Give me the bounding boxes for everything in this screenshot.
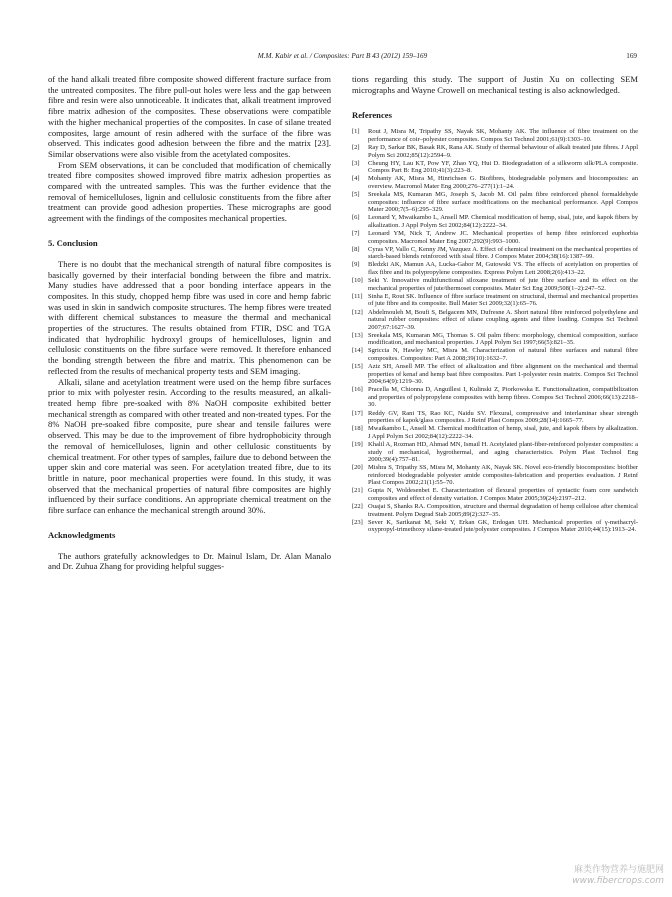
reference-number: [18] bbox=[352, 425, 363, 433]
reference-text: Sreekala MS, Kumaran MG, Thomas S. Oil palm fibers: morphology, chemical composition, surface modification, and mechanical properties. J Appl Polym Sci 1997;66(5):821–35. bbox=[368, 331, 638, 347]
reference-item bbox=[352, 487, 638, 502]
reference-item bbox=[352, 425, 638, 440]
reference-text: Mwaikambo L, Ansell M. Chemical modification of hemp, sisal, jute, and kapok fibers by alkalization. J Appl Polym Sci 2002;84(12):2222–34. bbox=[368, 425, 638, 440]
reference-number: [17] bbox=[352, 409, 363, 417]
reference-item bbox=[352, 128, 638, 143]
reference-number: [22] bbox=[352, 503, 363, 511]
reference-item bbox=[352, 261, 638, 276]
reference-text: Leonard Y, Mwaikambo L, Ansell MP. Chemical modification of hemp, sisal, jute, and kapok fibers by alkalization. J Appl Polym Sci 2002;84(12):2222–34. bbox=[368, 214, 638, 229]
reference-item bbox=[352, 160, 638, 175]
acknowledgments-continued: tions regarding this study. The support of Justin Xu on collecting SEM micrographs and Wayne Crowell on mechanical testing is also acknowledged. bbox=[352, 74, 638, 95]
reference-text: Leonard YM, Nick T, Andrew JC. Mechanical properties of hemp fibre reinforced euphorbia composites. Macromol Mater Eng 2007;292(9):993–1000. bbox=[368, 230, 638, 245]
reference-item bbox=[352, 175, 638, 190]
reference-item bbox=[352, 191, 638, 214]
reference-item bbox=[352, 503, 638, 518]
reference-text: Mohanty AK, Misra M, Hinrichsen G. Biofibres, biodegradable polymers and biocomposites: an overview. Macromol Mater Eng 2000;276–277(1):1–24. bbox=[368, 175, 638, 191]
reference-text: Khalil A, Rozman HD, Ahmad MN, Ismail H. Acetylated plant-fiber-reinforced polyester composites: a study of mechanical, hygrothermal, and aging characteristics. Polym Plast Technol Eng 2000;39(4):757–81. bbox=[368, 440, 638, 464]
reference-text: Pracella M, Chionna D, Anguillesi I, Kulinski Z, Piorkowska E. Functionalization, compatibilization and properties of polypropylene composites with hemp fibres. Compos Sci Technol 2006;66(13):2218–30. bbox=[368, 386, 638, 409]
page-number: 169 bbox=[626, 52, 637, 60]
running-title: M.M. Kabir et al. / Composites: Part B 43 (2012) 159–169 bbox=[257, 52, 428, 60]
left-column bbox=[48, 74, 331, 572]
reference-item bbox=[352, 441, 638, 464]
reference-text: Sever K, Sarikanat M, Seki Y, Erkan GK, Erdogan UH. Mechanical properties of γ-methacryl-oxypropyl-trimethoxy silane-treated jute/polyester composites. J Compos Mater 2010;44(15):1913–24. bbox=[368, 518, 638, 534]
reference-text: Reddy GV, Rani TS, Rao KC, Naidu SV. Flexural, compressive and interlaminar shear strength properties of kapok/glass composites. J Reinf Plast Compos 2009;28(14):1665–77. bbox=[368, 409, 638, 425]
reference-number: [2] bbox=[352, 144, 360, 152]
body-paragraph: There is no doubt that the mechanical strength of natural fibre composites is basically governed by their interfacial bonding between the fibre and matrix. Many studies have addressed that a poor bonding interface appears in the composites. In this study, chopped hemp fibre was used in core and hemp fabric was used in skin in sandwich composite structures. The hemp fibres were treated with different chemical substances to measure the thermal and mechanical properties of the structures. The results obtained from FTIR, DSC and TGA indicated that hydrophilic hydroxyl groups of hemicelluloses, lignin and cellulosic constituents on the fibre surface were removed. It therefore enhanced the bonding strength between the fibre and matrix. This phenomenon can be reflected from the results of mechanical property tests and SEM imaging. bbox=[48, 258, 331, 376]
reference-text: Seki Y. Innovative multifunctional siloxane treatment of jute fibre surface and its effect on the mechanical properties of jute/thermoset composites. Mater Sci Eng 2009;508(1–2):247–52. bbox=[368, 277, 638, 292]
section-heading-conclusion: 5. Conclusion bbox=[48, 237, 98, 248]
reference-item bbox=[352, 363, 638, 386]
reference-item bbox=[352, 246, 638, 261]
reference-number: [3] bbox=[352, 159, 360, 167]
reference-text: Ouajai S, Shanks RA. Composition, structure and thermal degradation of hemp cellulose after chemical treatment. Polym Degrad Stab 2005;89(2):327–35. bbox=[368, 503, 638, 518]
reference-text: Gupta N, Woldesenbet E. Characterization of flexural properties of syntactic foam core sandwich composites and effect of density variation. J Compos Mater 2005;39(24):2197–212. bbox=[368, 487, 638, 502]
watermark-text: 麻类作物营养与施肥网 bbox=[573, 865, 664, 875]
reference-item bbox=[352, 144, 638, 159]
reference-item bbox=[352, 519, 638, 534]
reference-number: [6] bbox=[352, 214, 360, 222]
reference-text: Ray D, Sarkar BK, Basak RK, Rana AK. Study of thermal behaviour of alkali treated jute fibres. J Appl Polym Sci 2002;85(12):2594–9. bbox=[368, 144, 638, 159]
reference-number: [10] bbox=[352, 277, 363, 285]
reference-number: [14] bbox=[352, 347, 363, 355]
reference-number: [13] bbox=[352, 331, 363, 339]
reference-item bbox=[352, 410, 638, 425]
reference-text: Sreekala MS, Kumaran MG, Joseph S, Jacob M. Oil palm fibre reinforced phenol formaldehyde composites: influence of fibre surface modifications on the mechanical performance. Appl Compos Mater 2000;7(5–6):295–329. bbox=[368, 191, 638, 214]
running-header bbox=[48, 52, 637, 64]
references-heading: References bbox=[352, 110, 392, 121]
reference-number: [16] bbox=[352, 386, 363, 394]
body-paragraph: Alkali, silane and acetylation treatment were used on the hemp fibre surfaces prior to mix with polyester resin. According to the results measured, an alkali-treated hemp fibre pre-soaked with 8% NaOH composite exhibited better mechanical strength as compared with other treated and non-treated types. For the 8% NaOH pre-soaked fibre composite, pure shear and tensile failures were observed. This may be due to the improvement of fibre hydrophobicity through the removal of hemicelluloses, lignin and other cellulosic constituents by chemical treatment. For other types of samples, failure due to debond between the upper skin and core material was seen. For acetylation treated fibre, due to its brittle in nature, poor mechanical properties were found. In this study, it was observed that the mechanical properties of natural fibre composites are highly influenced by their surface conditions. An appropriate chemical treatment on the fibre surface can enhance the mechanical strength around 30%. bbox=[48, 376, 331, 516]
watermark-url: www.fibercrops.com bbox=[572, 876, 664, 886]
reference-text: Cheung HY, Lau KT, Pow YF, Zhao YQ, Hui D. Biodegradation of a silkworm silk/PLA composite. Compos Part B: Eng 2010;41(3):223–8. bbox=[368, 159, 638, 175]
reference-number: [20] bbox=[352, 464, 363, 472]
reference-text: Mishra S, Tripathy SS, Misra M, Mohanty AK, Nayak SK. Novel eco-friendly biocomposites: biofiber reinforced biodegradable polyester amide composites-fabrication and properties evaluation. J Reinf Plast Compos 2002;21(1):55–70. bbox=[368, 464, 638, 487]
body-paragraph: From SEM observations, it can be concluded that modification of chemically treated fibre composites showed improved fibre matrix adhesion properties as compared with the untreated samples. This was the further evidence that the removal of hemicelluloses, lignin and cellulosic constituents from the fibre after treatment can provide good adhesion properties. These micrographs are good agreement with the findings of the composites mechanical properties. bbox=[48, 159, 331, 224]
reference-list bbox=[352, 128, 638, 534]
reference-number: [7] bbox=[352, 230, 360, 238]
reference-item bbox=[352, 332, 638, 347]
right-column bbox=[352, 74, 638, 535]
reference-text: Bledzki AK, Mamun AA, Lucka-Gabor M, Gutowski VS. The effects of acetylation on properties of flax fibre and its polypropylene composites. Express Polym Lett 2008;2(6):413–22. bbox=[368, 261, 638, 276]
reference-number: [21] bbox=[352, 487, 363, 495]
reference-number: [15] bbox=[352, 363, 363, 371]
section-heading-acknowledgments: Acknowledgments bbox=[48, 529, 116, 540]
reference-item bbox=[352, 309, 638, 332]
reference-number: [11] bbox=[352, 292, 363, 300]
reference-number: [23] bbox=[352, 518, 363, 526]
body-paragraph: of the hand alkali treated fibre composite showed different fracture surface from the untreated composites. The fibre pull-out holes were less and the gap between fibre and resin were also unnoticeable. It indicates that, alkali treatment improved fibre matrix adhesion of the composites. These observations were compatible with the higher mechanical properties of the composites. In case of silane treated composites, large amount of resin adhered with the surface of the fibre was observed. This indicates good adhesion between the fibre and the matrix [23]. Similar observations were also visible from the acetylated composites. bbox=[48, 74, 331, 159]
reference-text: Abdelmouleh M, Boufi S, Belgacem MN, Dufresne A. Short natural fibre reinforced polyethylene and natural rubber composites: effect of silane coupling agents and fibre loading. Compos Sci Technol 2007;67:1627–39. bbox=[368, 308, 638, 331]
reference-text: Aziz SH, Ansell MP. The effect of alkalization and fibre alignment on the mechanical and thermal properties of kenaf and hemp bast fibre composites. Part 1-polyester resin matrix. Compos Sci Technol 2004;64(9):1219–30. bbox=[368, 363, 638, 386]
reference-number: [9] bbox=[352, 261, 360, 269]
reference-item bbox=[352, 386, 638, 409]
reference-number: [19] bbox=[352, 440, 363, 448]
reference-item bbox=[352, 230, 638, 245]
reference-text: Cyras VP, Vallo C, Kenny JM, Vazquez A. Effect of chemical treatment on the mechanical properties of starch-based blends reinforced with sisal fibre. J Compos Mater 2004;38(16):1387–99. bbox=[368, 245, 638, 261]
reference-number: [4] bbox=[352, 175, 360, 183]
reference-item bbox=[352, 464, 638, 487]
reference-number: [8] bbox=[352, 245, 360, 253]
reference-text: Rout J, Misra M, Tripathy SS, Nayak SK, Mohanty AK. The influence of fibre treatment on the performance of coir–polyester composites. Compos Sci Technol 2001;61(9):1303–10. bbox=[368, 128, 638, 143]
reference-number: [5] bbox=[352, 191, 360, 199]
reference-item bbox=[352, 293, 638, 308]
reference-item bbox=[352, 214, 638, 229]
acknowledgments-paragraph: The authors gratefully acknowledges to Dr. Mainul Islam, Dr. Alan Manalo and Dr. Zuhua Zhang for providing helpful sugges- bbox=[48, 550, 331, 572]
reference-number: [1] bbox=[352, 128, 360, 136]
reference-text: Sgriccia N, Hawley MC, Misra M. Characterization of natural fibre surfaces and natural fibre composites. Composites: Part A 2008;39(10):1632–7. bbox=[368, 347, 638, 362]
reference-number: [12] bbox=[352, 308, 363, 316]
reference-item bbox=[352, 347, 638, 362]
reference-text: Sinha E, Rout SK. Influence of fibre surface treatment on structural, thermal and mechanical properties of jute fibre and its composite. Bull Mater Sci 2009;32(1):65–76. bbox=[368, 292, 638, 308]
reference-item bbox=[352, 277, 638, 292]
